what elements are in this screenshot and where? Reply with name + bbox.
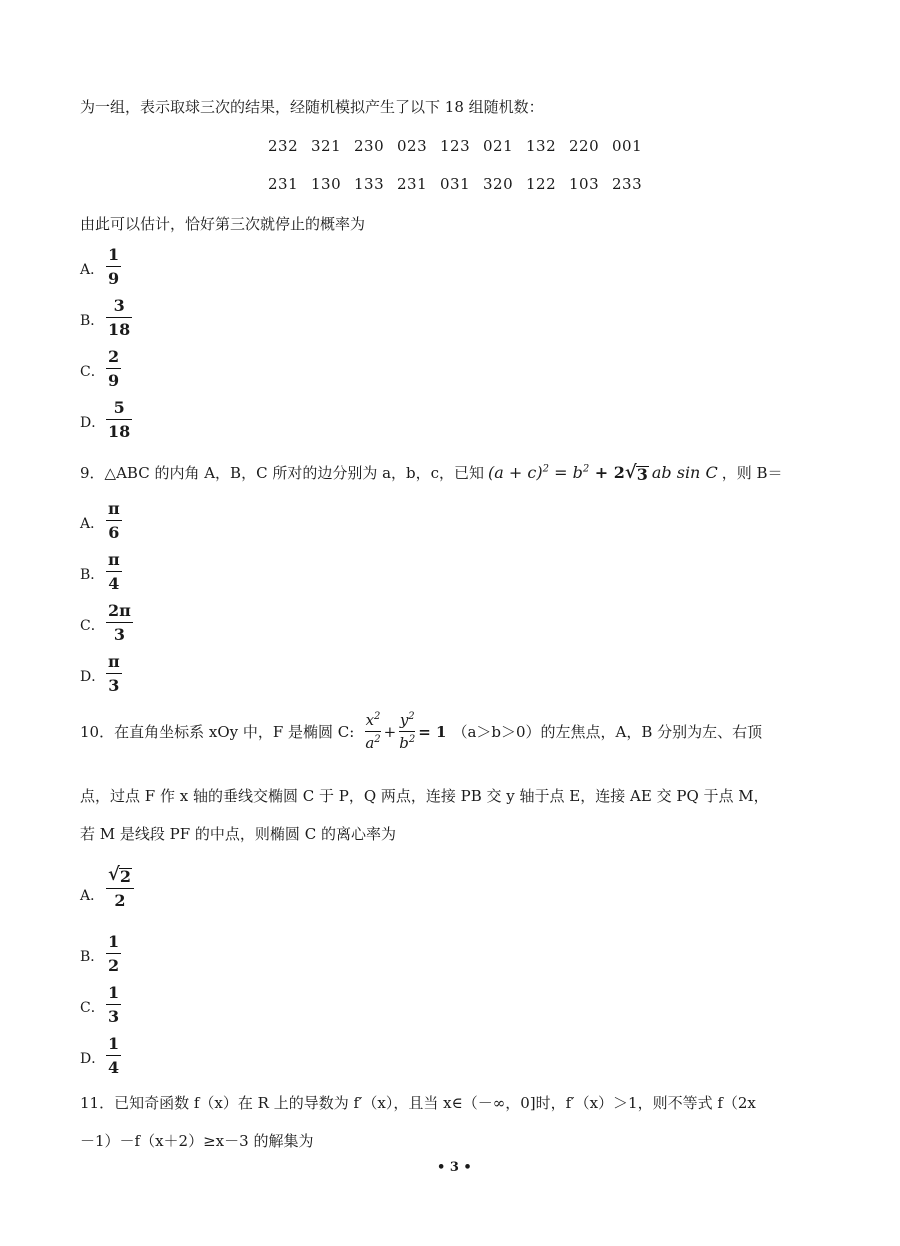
random-number: 220	[569, 137, 600, 155]
question-10-line-3: 若 M 是线段 PF 的中点，则椭圆 C 的离心率为	[80, 825, 396, 843]
random-number: 031	[440, 175, 471, 193]
option-label: A．	[80, 888, 105, 904]
question-10-stem: 10．在直角坐标系 xOy 中，F 是椭圆 C: $x^2$ $a^2$ + $y^2$ $b^2$ = 1 （a＞b＞0）的左焦点，A，B 分别为左、右顶	[80, 711, 763, 752]
random-number: 230	[354, 137, 385, 155]
option-d-fraction: 1 4	[108, 1034, 120, 1077]
page-number: • 3 •	[437, 1160, 472, 1175]
option-label: D．	[80, 415, 106, 431]
option-label: C．	[80, 1000, 105, 1016]
random-number: 122	[526, 175, 557, 193]
option-label: D．	[80, 1051, 106, 1067]
random-number: 132	[526, 137, 557, 155]
question-11-line-2: －1）－f（x＋2）≥x－3 的解集为	[80, 1132, 314, 1150]
random-number: 001	[612, 137, 643, 155]
option-c-fraction: 1 3	[108, 983, 120, 1026]
ellipse-equation: $x^2$ $a^2$ + $y^2$ $b^2$ = 1	[365, 711, 447, 752]
random-numbers-row-2	[268, 175, 655, 193]
random-number: 103	[569, 175, 600, 193]
question-10-line-2: 点，过点 F 作 x 轴的垂线交椭圆 C 于 P，Q 两点，连接 PB 交 y 轴于点 E，连接 AE 交 PQ 于点 M，	[80, 787, 769, 805]
question-11-line-1: 11．已知奇函数 f（x）在 R 上的导数为 f′（x），且当 x∈（－∞，0]时，f′（x）＞1，则不等式 f（2x	[80, 1094, 756, 1112]
option-b-fraction: 1 2	[108, 932, 120, 975]
option-b-fraction: π 4	[108, 550, 120, 593]
random-numbers-row-1	[268, 137, 655, 155]
random-number: 232	[268, 137, 299, 155]
random-number: 133	[354, 175, 385, 193]
intro-line: 为一组，表示取球三次的结果，经随机模拟产生了以下 18 组随机数：	[80, 98, 544, 116]
option-b-fraction: 3 18	[108, 296, 131, 339]
random-number: 321	[311, 137, 342, 155]
option-a-fraction: √ 2 2	[106, 866, 134, 909]
option-a-fraction: π 6	[108, 499, 120, 542]
question-9-formula: $(a + c)^2 = b^2 + 2$ √ 3 ab sin C	[488, 461, 718, 484]
question-8-stem: 由此可以估计，恰好第三次就停止的概率为	[80, 215, 366, 233]
random-number: 021	[483, 137, 514, 155]
question-9-stem: 9．△ABC 的内角 A，B，C 所对的边分别为 a，b，c，已知 $(a + c)^2 = b^2 + 2$ √ 3 ab sin C ，则 B＝	[80, 461, 783, 484]
option-c-fraction: 2 9	[108, 347, 120, 390]
option-label: C．	[80, 364, 105, 380]
random-number: 233	[612, 175, 643, 193]
option-d-fraction: π 3	[108, 652, 120, 695]
option-label: A．	[80, 262, 105, 278]
random-number: 231	[268, 175, 299, 193]
option-d-fraction: 5 18	[108, 398, 131, 441]
random-number: 130	[311, 175, 342, 193]
option-label: D．	[80, 669, 106, 685]
random-number: 320	[483, 175, 514, 193]
option-label: C．	[80, 618, 105, 634]
random-number: 123	[440, 137, 471, 155]
random-number: 231	[397, 175, 428, 193]
option-label: B．	[80, 949, 105, 965]
option-label: B．	[80, 567, 105, 583]
option-label: A．	[80, 516, 105, 532]
option-label: B．	[80, 313, 105, 329]
option-c-fraction: 2π 3	[108, 601, 131, 644]
random-number: 023	[397, 137, 428, 155]
option-a-fraction: 1 9	[108, 245, 120, 288]
